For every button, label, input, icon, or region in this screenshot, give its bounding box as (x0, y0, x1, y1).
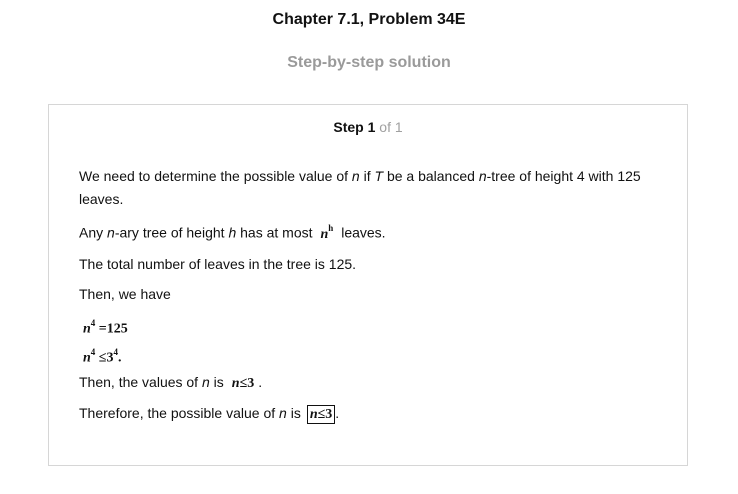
step-header (49, 119, 687, 135)
math-n-power-h: $n^h$ (320, 223, 334, 242)
paragraph-total-leaves: The total number of leaves in the tree is 125. (79, 255, 357, 272)
equation-n4-le-3-4: $n^4 \le 3^4$. (83, 347, 122, 366)
final-answer-box: n≤3 (307, 405, 335, 424)
solution-subtitle: Step-by-step solution (287, 54, 451, 71)
solution-content (79, 165, 664, 425)
paragraph-max-leaves: Any n-ary tree of height h has at most $n^h$ leaves. (79, 223, 386, 242)
solution-card (48, 104, 688, 466)
step-number: 1 (367, 119, 376, 135)
paragraph-then-we-have: Then, we have (79, 285, 171, 302)
paragraph-problem-statement: We need to determine the possible value of n if T be a balanced n-tree of height 4 with 125 leaves. (79, 168, 641, 207)
paragraph-final-answer: Therefore, the possible value of n is n≤3 . (79, 404, 340, 422)
chapter-title: Chapter 7.1, Problem 34E (272, 11, 466, 28)
step-label: Step (333, 119, 364, 135)
step-total: of 1 (379, 119, 403, 135)
equation-n4-equals-125: $n^4 =125$ (83, 317, 128, 337)
paragraph-values-of-n: Then, the values of n is n≤3 . (79, 373, 263, 391)
equation-block (79, 312, 664, 371)
math-n-le-3: n≤3 (231, 375, 255, 391)
